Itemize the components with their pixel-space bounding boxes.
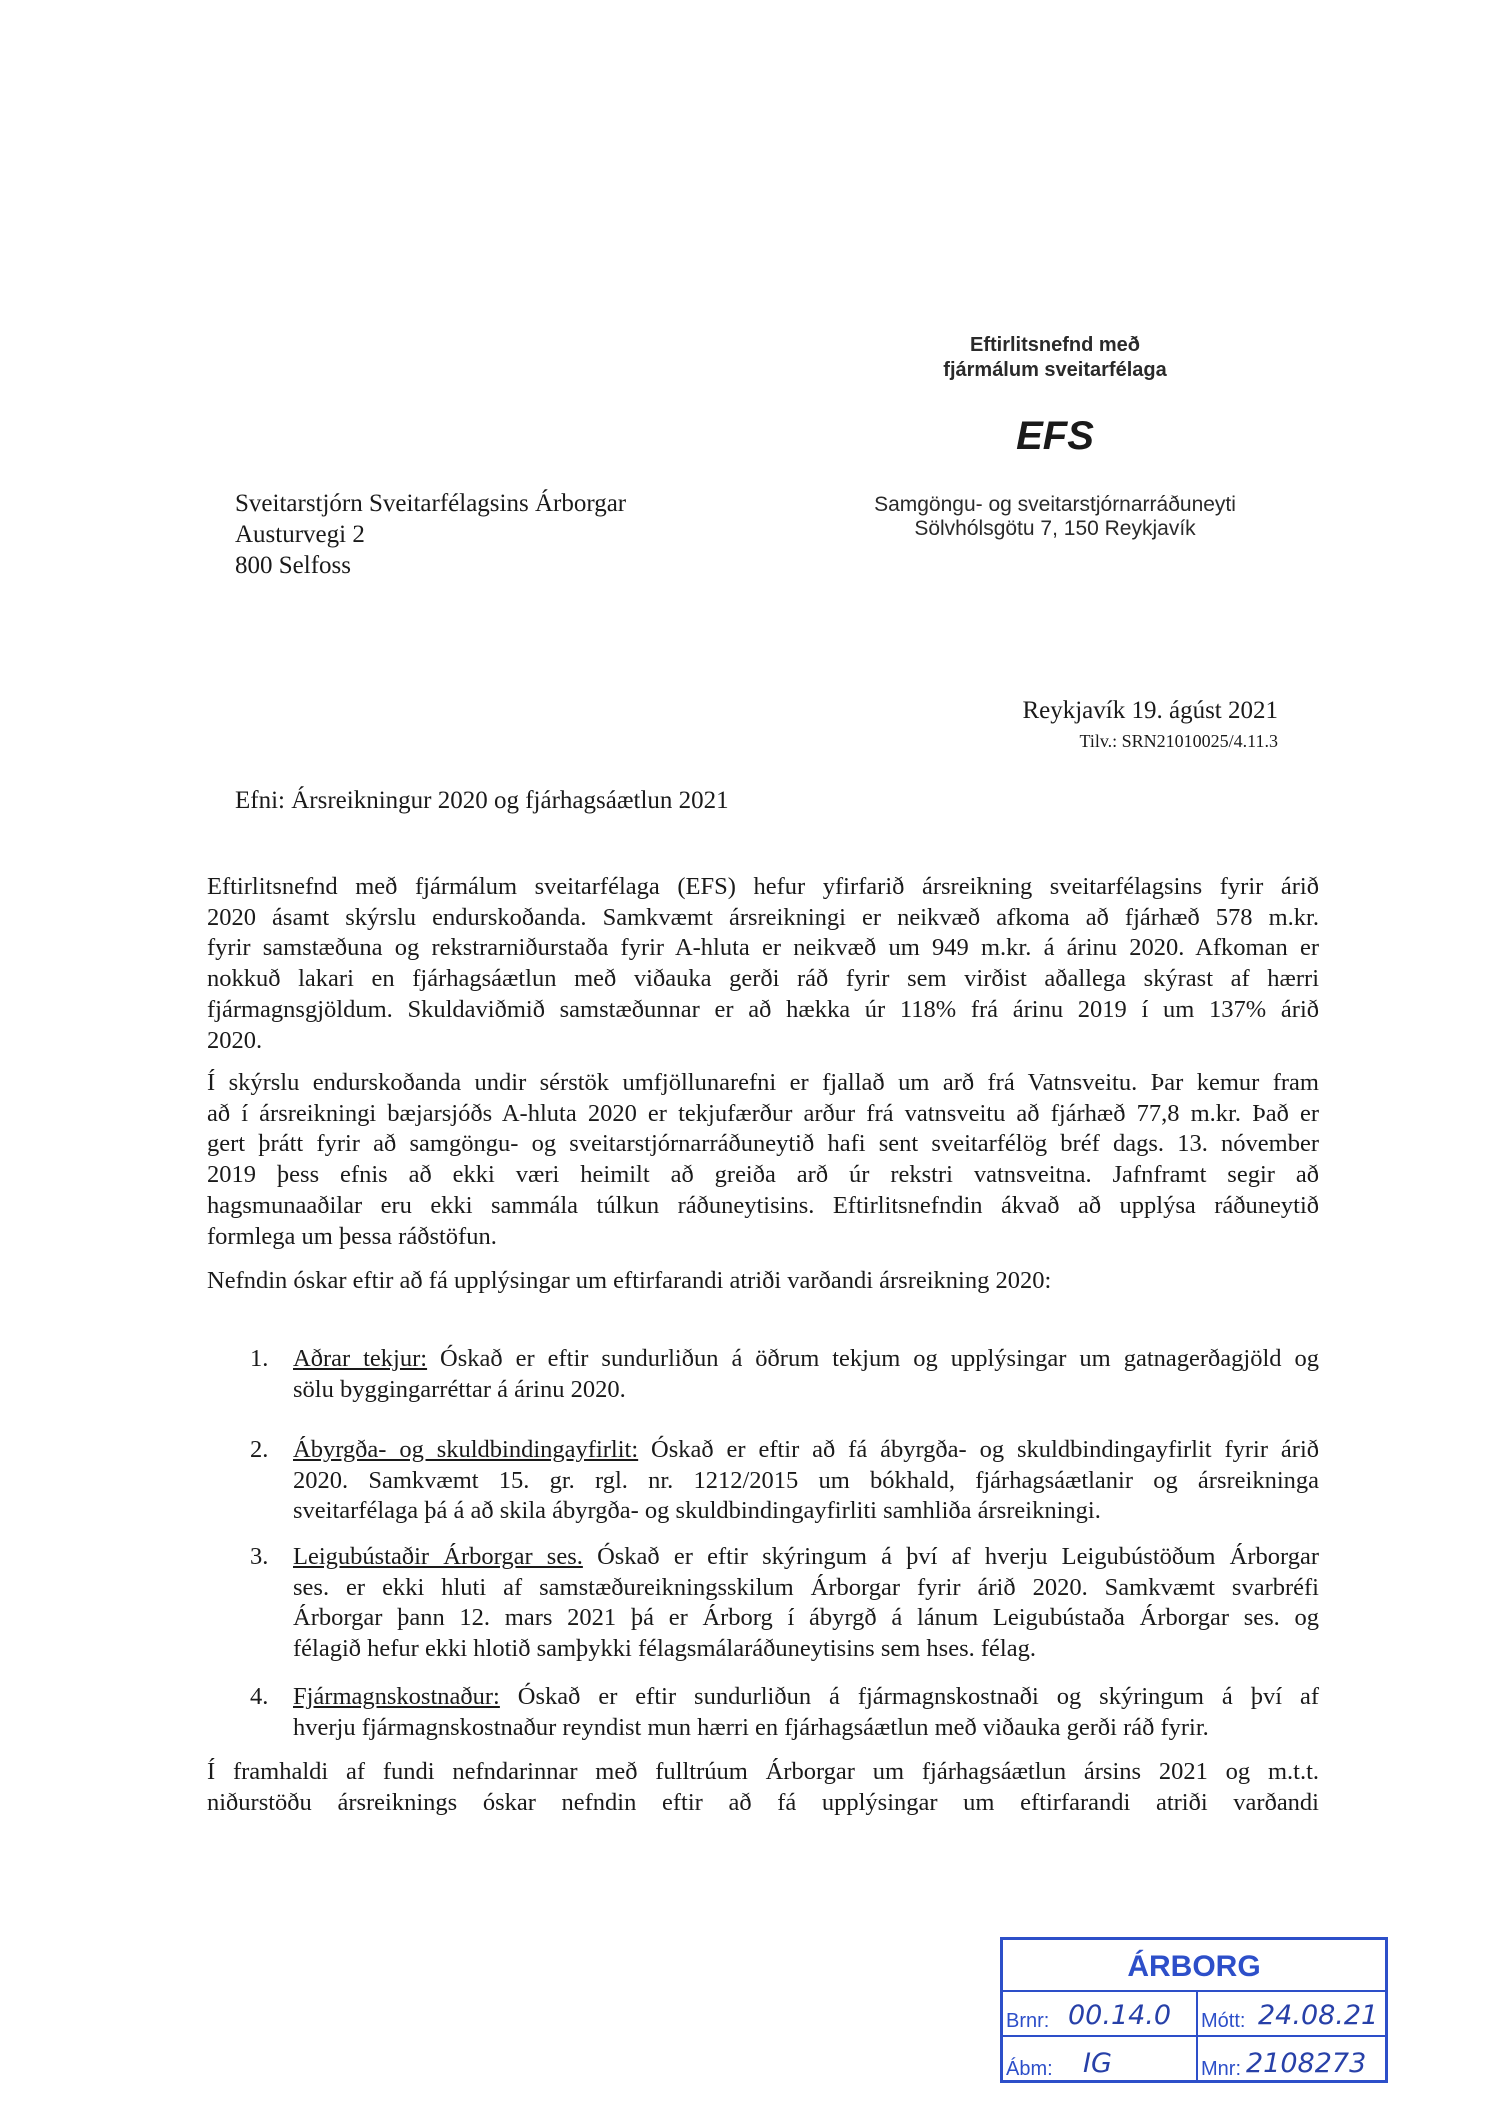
stamp-label: Brnr: [1006, 2010, 1050, 2032]
received-stamp [1000, 1937, 1388, 2083]
text-line: nokkuð lakari en fjárhagsáætlun með viðauka gerði ráð fyrir sem virðist aðallega skýrast af hærri [207, 965, 1319, 993]
handwritten-value: 24.08.21 [1258, 2000, 1379, 2031]
stamp-title: ÁRBORG [1003, 1942, 1385, 1992]
text-line: Árborgar þann 12. mars 2021 þá er Árborg í ábyrgð á lánum Leigubústaða Árborgar ses. og [293, 1604, 1319, 1632]
stamp-label: Mnr: [1201, 2058, 1241, 2080]
text-line: gert þrátt fyrir að samgöngu- og sveitarstjórnarráðuneytið hafi sent sveitarfélög bréf dags. 13. nóvember [207, 1130, 1319, 1158]
text-line: fyrir samstæðuna og rekstrarniðurstaða fyrir A-hluta er neikvæð um 949 m.kr. á árinu 2020. Afkoman er [207, 934, 1319, 962]
text-line: sölu byggingarréttar á árinu 2020. [293, 1375, 626, 1403]
text-line: 2020 ásamt skýrslu endurskoðanda. Samkvæmt ársreikningi er neikvæð afkoma að fjárhæð 578 m.kr. [207, 903, 1319, 931]
stamp-mnr [1198, 2037, 1385, 2083]
subject-line: Efni: Ársreikningur 2020 og fjárhagsáætlun 2021 [235, 787, 729, 814]
item-heading: Fjármagnskostnaður: [293, 1683, 500, 1710]
stamp-label: Ábm: [1006, 2058, 1053, 2080]
letterhead-committee [900, 333, 1210, 383]
letterhead-line2: fjármálum sveitarfélaga [943, 359, 1167, 381]
efs-logo: EFS [1016, 414, 1094, 458]
text-line: formlega um þessa ráðstöfun. [207, 1222, 497, 1250]
text-line: hagsmunaaðilar eru ekki sammála túlkun ráðuneytisins. Eftirlitsnefndin ákvað að upplýsa ráðuneytið [207, 1191, 1319, 1219]
text-line: Eftirlitsnefnd með fjármálum sveitarfélaga (EFS) hefur yfirfarið ársreikning sveitarfélagsins fyrir árið [207, 873, 1319, 900]
paragraph-1 [207, 872, 1319, 1056]
ministry-name: Samgöngu- og sveitarstjórnarráðuneyti [874, 493, 1236, 516]
ministry-address [840, 493, 1270, 541]
text-line: að í ársreikningi bæjarsjóðs A-hluta 2020 er tekjufærður arður frá vatnsveitu að fjárhæð 77,8 m.kr. Það er [207, 1099, 1319, 1127]
item-heading: Leigubústaðir Árborgar ses. [293, 1543, 583, 1570]
text-line: fjármagnsgjöldum. Skuldaviðmið samstæðunnar er að hækka úr 118% frá árinu 2019 í um 137% árið [207, 995, 1319, 1023]
text-line: hverju fjármagnskostnaður reyndist mun hærri en fjárhagsáætlun með viðauka gerði ráð fyrir. [293, 1713, 1209, 1741]
text-line: félagið hefur ekki hlotið samþykki félagsmálaráðuneytisins sem hses. félag. [293, 1635, 1036, 1663]
text-line: sveitarfélaga þá á að skila ábyrgða- og skuldbindingayfirliti samhliða ársreikningi. [293, 1497, 1101, 1525]
text-line: Í framhaldi af fundi nefndarinnar með fulltrúum Árborgar um fjárhagsáætlun ársins 2021 og m.t.t. [207, 1758, 1319, 1785]
list-number: 1. [250, 1345, 269, 1372]
handwritten-value: 2108273 [1246, 2048, 1367, 2079]
text-line: Nefndin óskar eftir að fá upplýsingar um eftirfarandi atriði varðandi ársreikning 2020: [207, 1267, 1052, 1294]
text-line: ses. er ekki hluti af samstæðureikningsskilum Árborgar fyrir árið 2020. Samkvæmt svarbréfi [293, 1573, 1319, 1601]
text-line: Óskað er eftir skýringum á því af hverju Leigubústöðum Árborgar [582, 1543, 1320, 1570]
letter-date: Reykjavík 19. ágúst 2021 [1022, 697, 1278, 724]
text-line: 2020. [207, 1026, 263, 1054]
text-line: Óskað er eftir að fá ábyrgða- og skuldbindingayfirlit fyrir árið [638, 1436, 1320, 1463]
item-heading: Ábyrgða- og skuldbindingayfirlit: [293, 1436, 639, 1463]
ministry-street: Sölvhólsgötu 7, 150 Reykjavík [914, 517, 1196, 540]
list-number: 4. [250, 1683, 269, 1710]
list-number: 3. [250, 1543, 269, 1570]
stamp-label: Mótt: [1201, 2010, 1246, 2032]
paragraph-4 [207, 1757, 1319, 1818]
stamp-mott [1198, 1991, 1385, 2037]
recipient-line: Sveitarstjórn Sveitarfélagsins Árborgar [235, 490, 627, 517]
text-line: Í skýrslu endurskoðanda undir sérstök umfjöllunarefni er fjallað um arð frá Vatnsveitu. Þar kemur fram [207, 1069, 1319, 1096]
recipient-line: 800 Selfoss [235, 552, 351, 579]
item-heading: Aðrar tekjur: [293, 1345, 428, 1372]
text-line: 2020. Samkvæmt 15. gr. rgl. nr. 1212/2015 um bókhald, fjárhagsáætlanir og ársreikninga [293, 1466, 1319, 1494]
list-number: 2. [250, 1436, 269, 1463]
recipient-address [235, 488, 626, 581]
handwritten-value: 00.14.0 [1068, 2000, 1172, 2031]
reference-number: Tilv.: SRN21010025/4.11.3 [1079, 731, 1278, 751]
stamp-brnr [1003, 1991, 1198, 2037]
text-line: 2019 þess efnis að ekki væri heimilt að greiða arð úr rekstri vatnsveitna. Jafnframt segir að [207, 1161, 1319, 1189]
text-line: Óskað er eftir sundurliðun á fjármagnskostnaði og skýringum á því af [499, 1683, 1319, 1710]
handwritten-value: IG [1083, 2048, 1112, 2079]
text-line: niðurstöðu ársreiknings óskar nefndin eftir að fá upplýsingar um eftirfarandi atriði varðandi [207, 1788, 1319, 1816]
letterhead-line1: Eftirlitsnefnd með [969, 334, 1140, 356]
paragraph-3 [207, 1266, 1319, 1297]
stamp-abm [1003, 2037, 1198, 2083]
recipient-line: Austurvegi 2 [235, 521, 365, 548]
text-line: Óskað er eftir sundurliðun á öðrum tekjum og upplýsingar um gatnagerðagjöld og [427, 1345, 1320, 1372]
paragraph-2 [207, 1068, 1319, 1252]
